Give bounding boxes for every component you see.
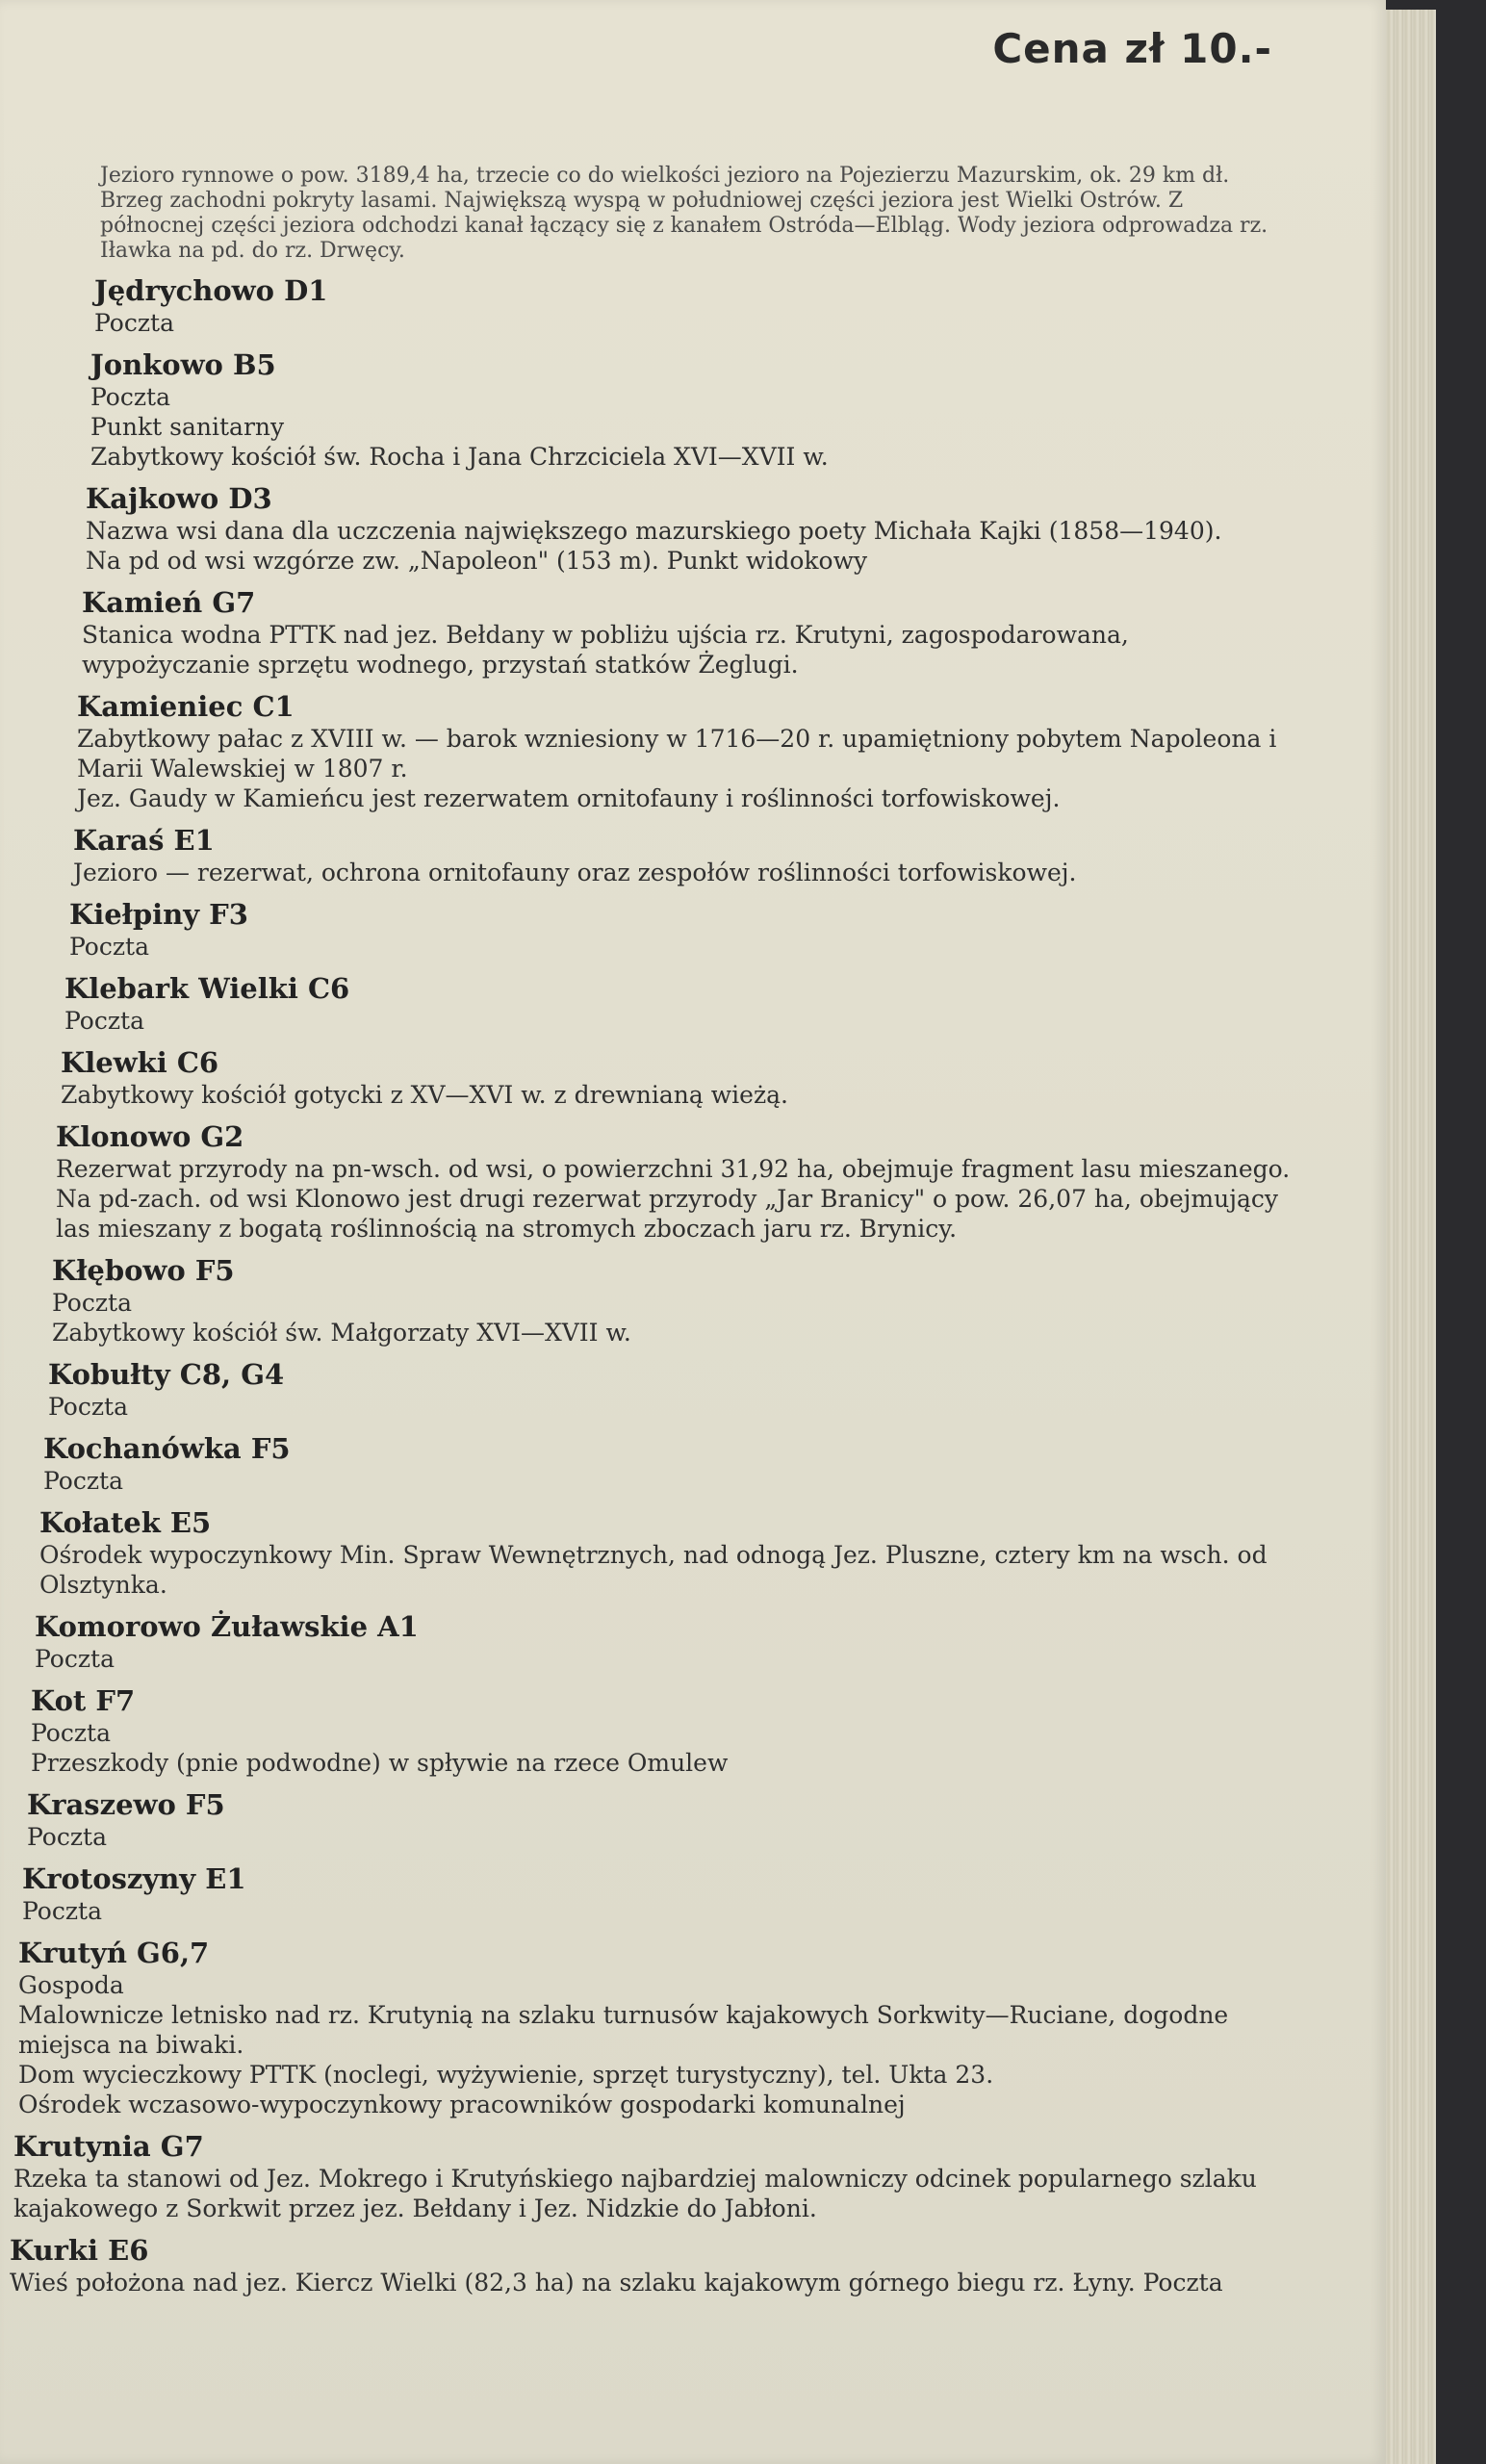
entry	[69, 897, 1291, 962]
entry-text: Poczta	[52, 1289, 132, 1317]
entry-name: Komorowo Żuławskie A1	[35, 1610, 419, 1643]
entry-name: Kłębowo F5	[52, 1254, 235, 1287]
entry	[48, 1357, 1292, 1422]
entry	[73, 823, 1291, 887]
entry	[18, 1936, 1294, 2119]
entry-name: Krutyń G6,7	[18, 1937, 210, 1969]
entry-text: Poczta	[69, 933, 149, 961]
entry-text: Poczta	[31, 1719, 111, 1747]
entry-list	[0, 273, 1386, 2297]
entry	[13, 2129, 1294, 2223]
entry-text: Zabytkowy pałac z XVIII w. — barok wzniesiony w 1716—20 r. upamiętniony pobytem Napoleona i Marii Walewskiej w 1807 r.	[77, 725, 1277, 783]
entry	[10, 2233, 1294, 2297]
entry	[64, 971, 1291, 1036]
entry-name: Kurki E6	[10, 2234, 149, 2267]
entry	[31, 1683, 1293, 1778]
entry-text: Punkt sanitarny	[90, 413, 285, 441]
entry	[22, 1861, 1293, 1926]
entry-name: Kamień G7	[82, 586, 256, 619]
intro-paragraph: Jezioro rynnowe o pow. 3189,4 ha, trzecie co do wielkości jezioro na Pojezierzu Mazurskim, ok. 29 km dł. Brzeg zachodni pokryty lasami. Największą wyspą w południowej części jeziora jest Wielki Ostrów. Z północnej części jeziora odchodzi kanał łączący się z kanałem Ostróda—Elbląg. Wody jeziora odprowadza rz. Iławka na pd. do rz. Drwęcy.	[100, 164, 1268, 263]
entry-text: Poczta	[48, 1393, 128, 1421]
entry-text: Jezioro — rezerwat, ochrona ornitofauny oraz zespołów roślinności torfowiskowej.	[73, 859, 1077, 886]
entry-name: Krutynia G7	[13, 2130, 204, 2163]
entry	[52, 1253, 1292, 1348]
entry-text: Gospoda	[18, 1971, 124, 1999]
entry-text: wypożyczanie sprzętu wodnego, przystań statków Żeglugi.	[82, 651, 799, 679]
entry	[39, 1505, 1293, 1600]
entry	[77, 689, 1291, 813]
entry-text: Jez. Gaudy w Kamieńcu jest rezerwatem ornitofauny i roślinności torfowiskowej.	[77, 784, 1061, 812]
entry-text: Wieś położona nad jez. Kiercz Wielki (82,3 ha) na szlaku kajakowym górnego biegu rz. Łyny. Poczta	[10, 2269, 1223, 2297]
entry	[56, 1119, 1292, 1244]
entry-name: Kraszewo F5	[27, 1788, 225, 1821]
entry-name: Krotoszyny E1	[22, 1862, 246, 1895]
entry-text: Ośrodek wypoczynkowy Min. Spraw Wewnętrznych, nad odnogą Jez. Pluszne, cztery km na wsch. od Olsztynka.	[39, 1541, 1268, 1599]
entry	[27, 1787, 1293, 1852]
entry-text: Poczta	[64, 1007, 144, 1035]
entry-text: Na pd od wsi wzgórze zw. „Napoleon" (153 m). Punkt widokowy	[86, 547, 868, 575]
entry-text: Poczta	[27, 1823, 107, 1851]
entry-text: Dom wycieczkowy PTTK (noclegi, wyżywienie, sprzęt turystyczny), tel. Ukta 23.	[18, 2061, 994, 2089]
entry-text: Zabytkowy kościół św. Małgorzaty XVI—XVII w.	[52, 1319, 631, 1347]
entry-text: Poczta	[90, 383, 170, 411]
entry-name: Kochanówka F5	[43, 1432, 291, 1465]
entry-text: Stanica wodna PTTK nad jez. Bełdany w pobliżu ujścia rz. Krutyni, zagospodarowana,	[82, 621, 1129, 649]
entry	[86, 481, 1290, 576]
entry-name: Kamieniec C1	[77, 690, 295, 723]
entry-name: Kobułty C8, G4	[48, 1358, 285, 1391]
entry	[90, 347, 1290, 472]
price-label: Cena zł 10.-	[992, 25, 1272, 72]
entry-name: Klebark Wielki C6	[64, 972, 350, 1005]
entry-name: Klewki C6	[61, 1046, 219, 1079]
entry-text: Malownicze letnisko nad rz. Krutynią na szlaku turnusów kajakowych Sorkwity—Ruciane, dogodne miejsca na biwaki.	[18, 2001, 1229, 2059]
entry-name: Jędrychowo D1	[94, 274, 328, 307]
entry-text: Przeszkody (pnie podwodne) w spływie na rzece Omulew	[31, 1749, 729, 1777]
entry-text: Rezerwat przyrody na pn-wsch. od wsi, o powierzchni 31,92 ha, obejmuje fragment lasu mieszanego.	[56, 1155, 1291, 1183]
entry-text: Poczta	[43, 1467, 123, 1495]
entry	[43, 1431, 1292, 1496]
entry-name: Karaś E1	[73, 824, 215, 857]
entry-name: Kiełpiny F3	[69, 898, 248, 931]
entry-name: Jonkowo B5	[90, 348, 276, 381]
entry-name: Klonowo G2	[56, 1120, 244, 1153]
entry-text: Nazwa wsi dana dla uczczenia największego mazurskiego poety Michała Kajki (1858—1940).	[86, 517, 1222, 545]
entry-text: Poczta	[35, 1645, 115, 1673]
entry-name: Kołatek E5	[39, 1506, 212, 1539]
page-edge	[1386, 10, 1436, 2464]
entry-text: Zabytkowy kościół św. Rocha i Jana Chrzciciela XVI—XVII w.	[90, 443, 829, 471]
entry-name: Kajkowo D3	[86, 482, 272, 515]
entry-text: Na pd-zach. od wsi Klonowo jest drugi rezerwat przyrody „Jar Branicy" o pow. 26,07 ha, obejmujący las mieszany z bogatą roślinnością na stromych zboczach jaru rz. Brynicy.	[56, 1185, 1279, 1243]
entry-text: Poczta	[94, 309, 174, 337]
entry	[82, 585, 1291, 680]
entry-text: Zabytkowy kościół gotycki z XV—XVI w. z drewnianą wieżą.	[61, 1081, 788, 1109]
entry	[35, 1609, 1293, 1674]
entry-text: Rzeka ta stanowi od Jez. Mokrego i Krutyńskiego najbardziej malowniczy odcinek popularnego szlaku kajakowego z Sorkwit przez jez. Bełdany i Jez. Nidzkie do Jabłoni.	[13, 2165, 1257, 2222]
entry-text: Ośrodek wczasowo-wypoczynkowy pracowników gospodarki komunalnej	[18, 2091, 906, 2118]
entry	[61, 1045, 1292, 1110]
entry	[94, 273, 1290, 338]
entry-name: Kot F7	[31, 1684, 136, 1717]
gazetteer-text	[0, 164, 1386, 2297]
entry-text: Poczta	[22, 1897, 102, 1925]
